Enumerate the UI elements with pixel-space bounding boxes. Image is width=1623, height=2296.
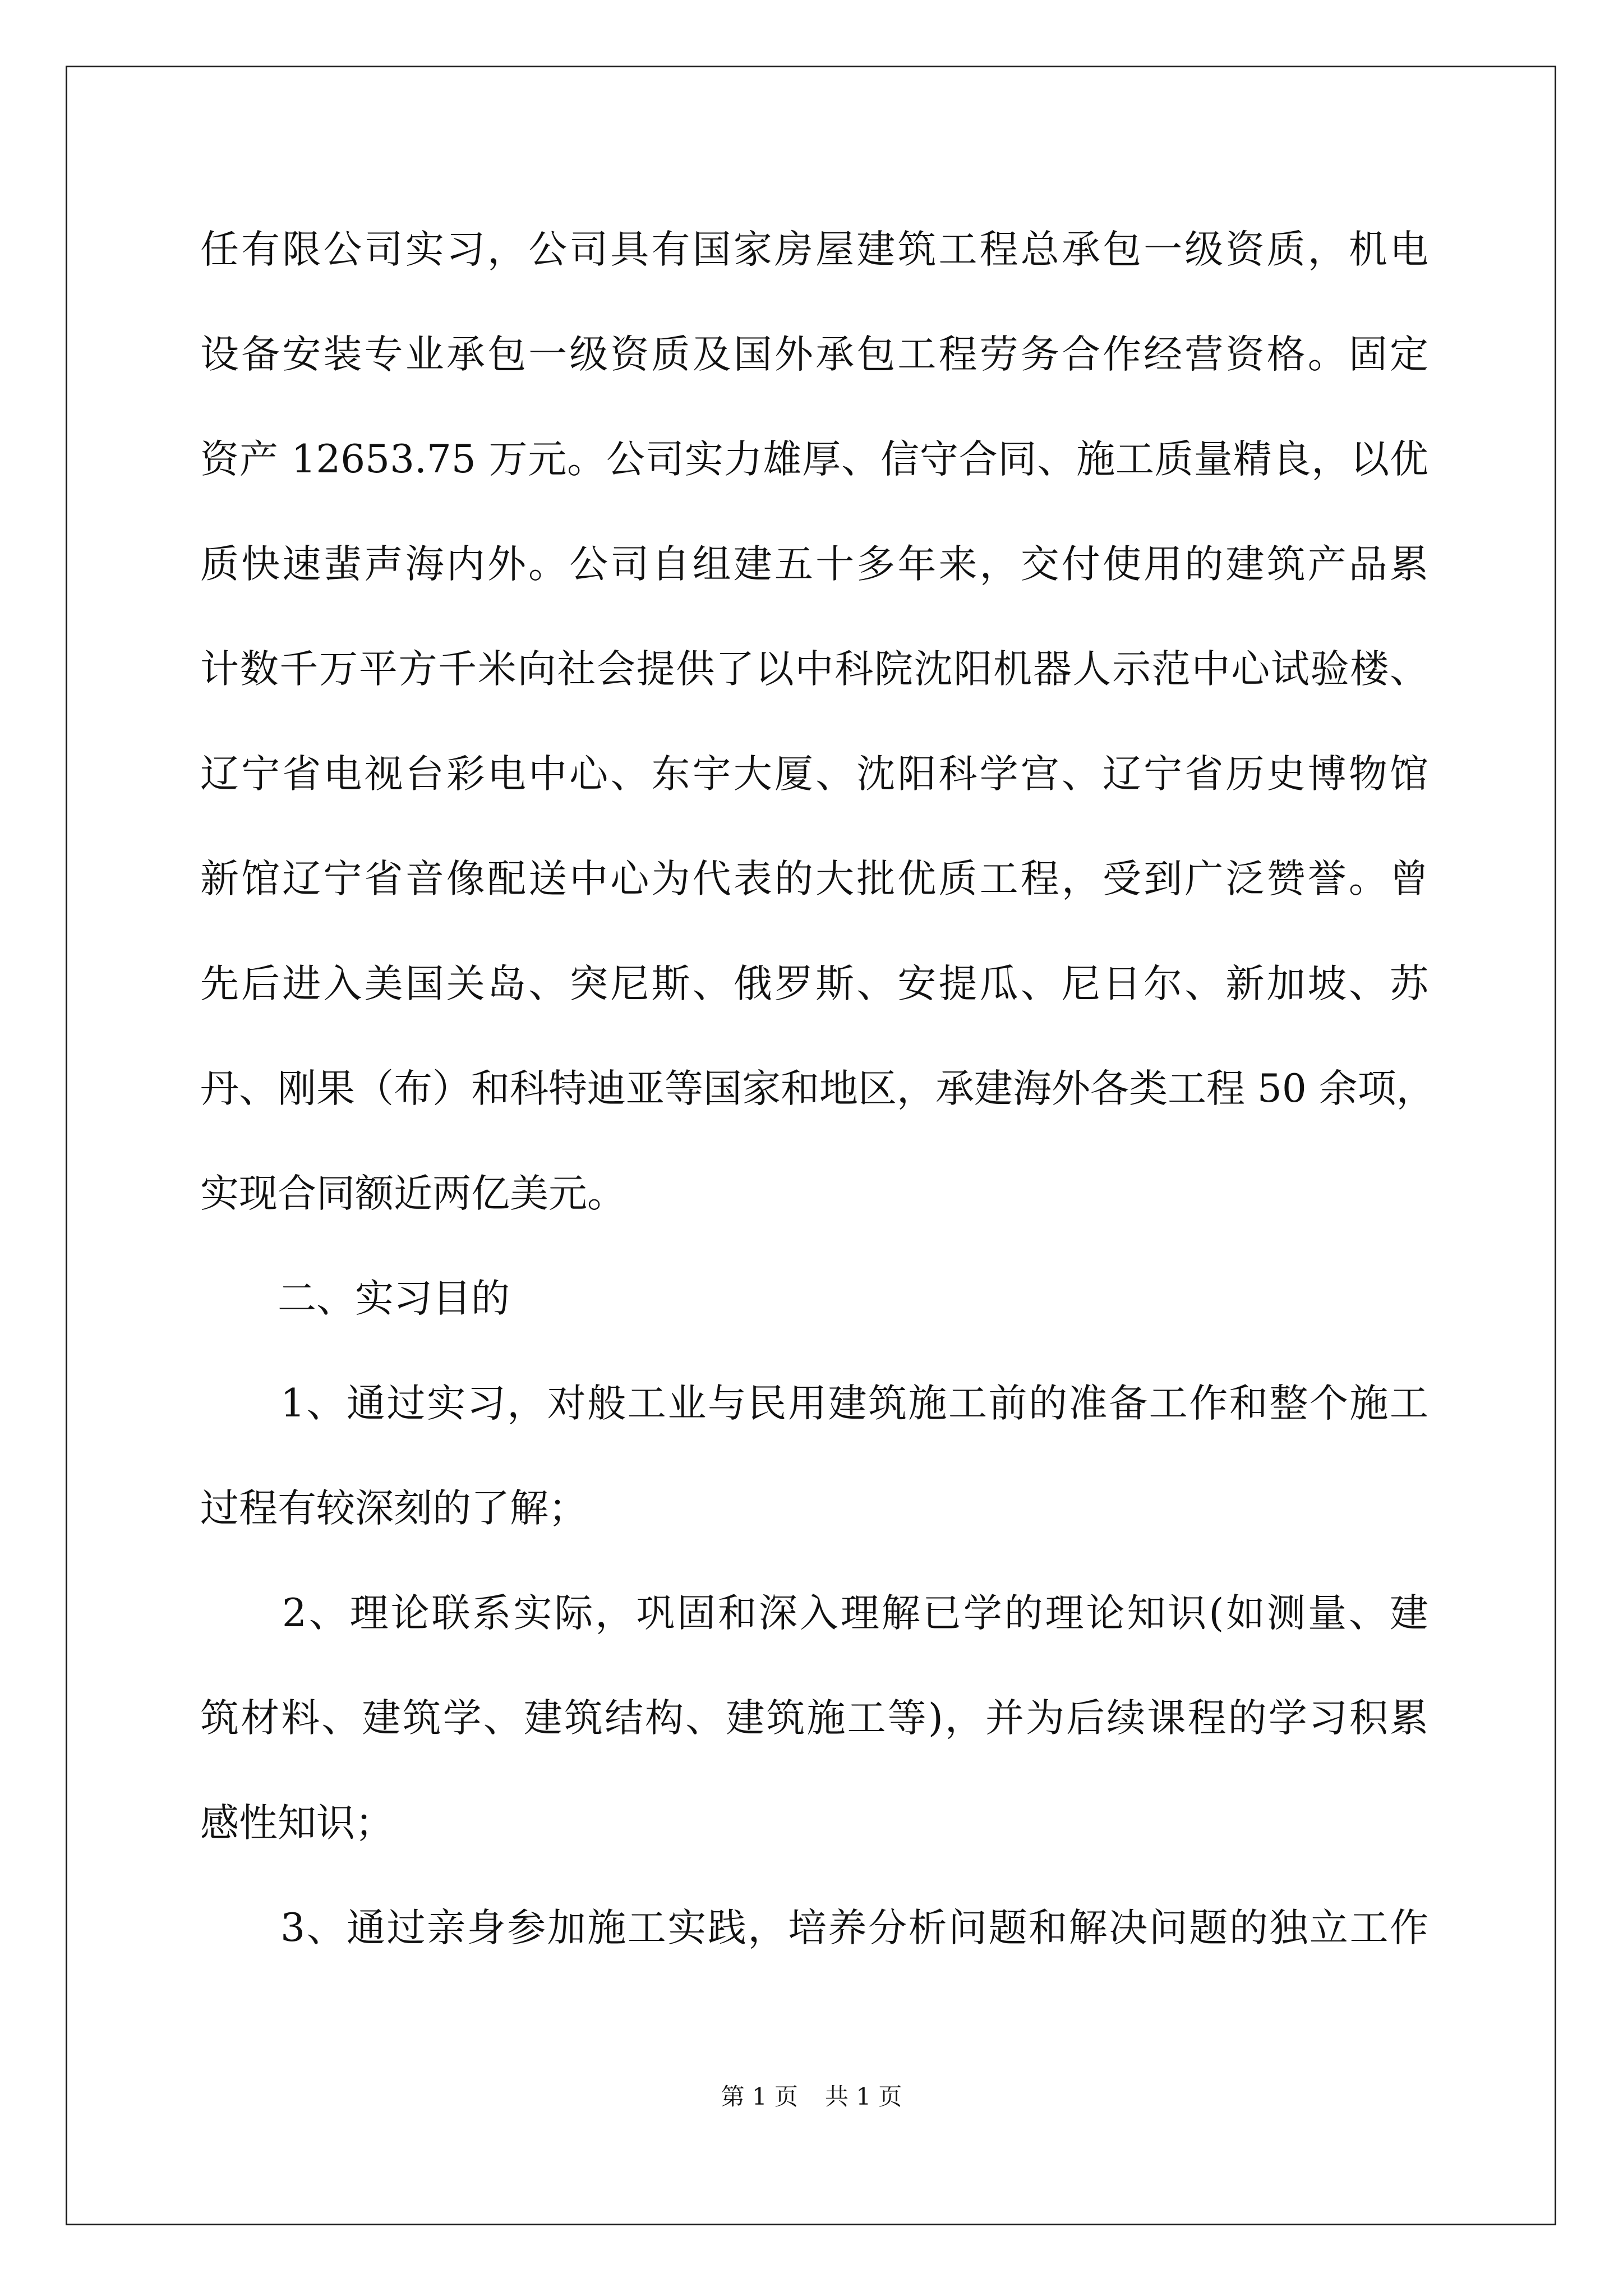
text-line: 3、通过亲身参加施工实践，培养分析问题和解决问题的独立工作 [200, 1906, 1428, 1950]
text-line: 计数千万平方千米向社会提供了以中科院沈阳机器人示范中心试验楼、 [200, 647, 1428, 692]
section-heading: 二、实习目的 [200, 1276, 510, 1321]
text-line: 实现合同额近两亿美元。 [200, 1171, 626, 1216]
text-line: 感性知识； [200, 1801, 394, 1846]
text-line: 质快速蜚声海内外。公司自组建五十多年来，交付使用的建筑产品累 [200, 542, 1428, 587]
text-line: 任有限公司实习，公司具有国家房屋建筑工程总承包一级资质，机电 [200, 227, 1428, 272]
text-line: 丹、刚果（布）和科特迪亚等国家和地区，承建海外各类工程 50 余项， [200, 1066, 1435, 1111]
text-line: 新馆辽宁省音像配送中心为代表的大批优质工程，受到广泛赞誉。曾 [200, 857, 1428, 901]
text-line: 2、理论联系实际，巩固和深入理解已学的理论知识(如测量、建 [200, 1591, 1428, 1636]
text-line: 过程有较深刻的了解； [200, 1486, 587, 1531]
text-line: 设备安装专业承包一级资质及国外承包工程劳务合作经营资格。固定 [200, 332, 1428, 377]
text-line: 1、通过实习，对般工业与民用建筑施工前的准备工作和整个施工 [200, 1381, 1428, 1426]
text-line: 先后进入美国关岛、突尼斯、俄罗斯、安提瓜、尼日尔、新加坡、苏 [200, 961, 1428, 1006]
page-number: 第 1 页 [721, 2083, 798, 2110]
text-line: 筑材料、建筑学、建筑结构、建筑施工等)，并为后续课程的学习积累 [200, 1696, 1428, 1741]
page-footer [0, 2080, 1623, 2114]
page-total: 共 1 页 [825, 2083, 902, 2110]
text-line: 辽宁省电视台彩电中心、东宇大厦、沈阳科学宫、辽宁省历史博物馆 [200, 752, 1428, 797]
text-line: 资产 12653.75 万元。公司实力雄厚、信守合同、施工质量精良，以优 [200, 437, 1428, 482]
